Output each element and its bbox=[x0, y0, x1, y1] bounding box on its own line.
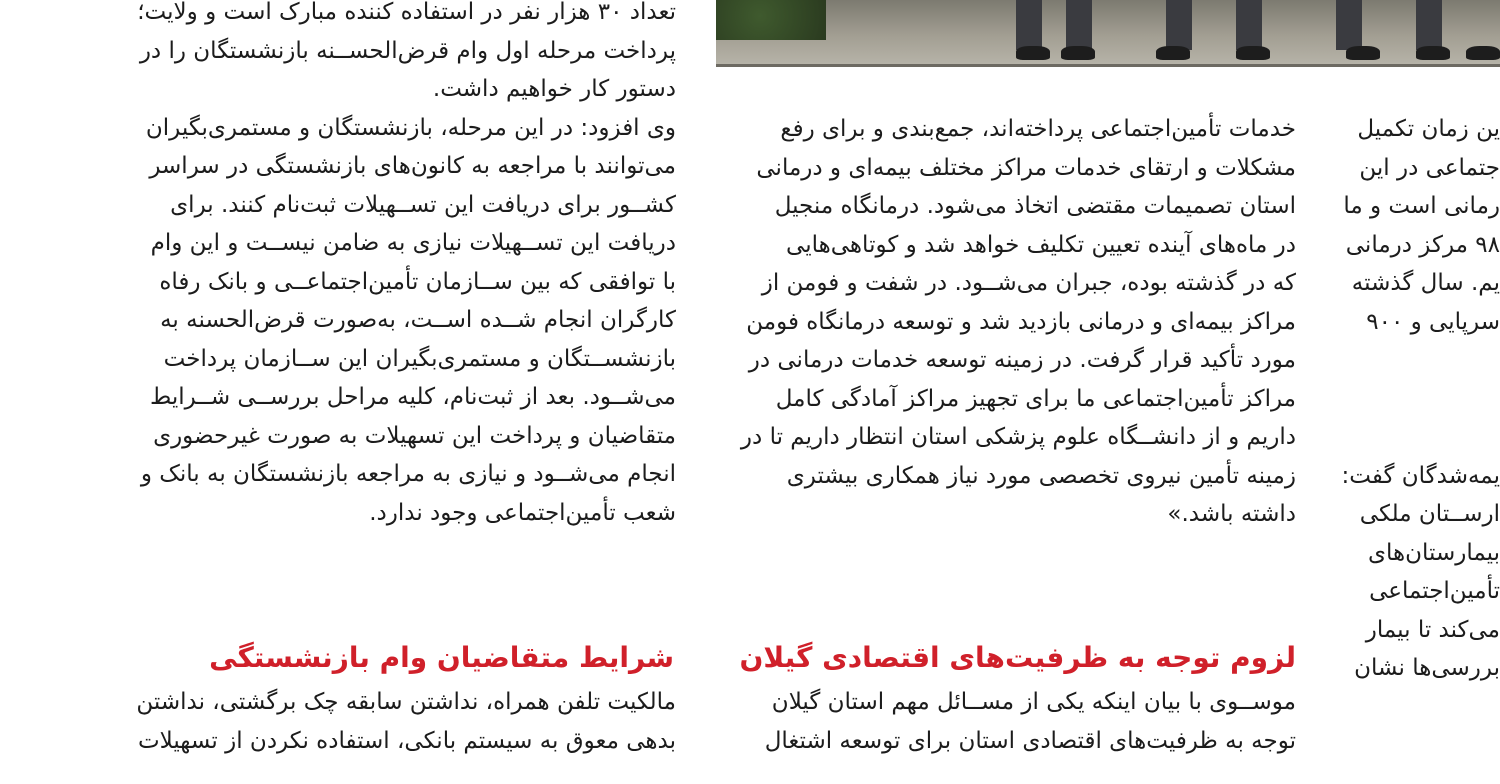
left-column-continued bbox=[92, 683, 676, 760]
text-line: وی افزود: در این مرحله، بازنشستگان و مستمری‌بگیران bbox=[145, 114, 676, 141]
text-line: ین زمان تکمیل bbox=[1357, 116, 1500, 142]
text-line: شعب تأمین‌اجتماعی وجود ندارد. bbox=[369, 499, 676, 526]
text-line: می‌کند تا بیمار bbox=[1365, 616, 1500, 643]
text-line: کارگران انجام شــده اســت، به‌صورت قرض‌الحسنه به bbox=[160, 307, 676, 333]
text-line: سرپایی و ۹۰۰ bbox=[1366, 308, 1500, 335]
text-line: مراکز بیمه‌ای و درمانی بازدید شد و توسعه درمانگاه فومن bbox=[746, 308, 1296, 335]
text-line: تأمین‌اجتماعی bbox=[1369, 578, 1500, 604]
text-line: انجام می‌شــود و نیازی به مراجعه بازنشستگان به بانک و bbox=[140, 461, 676, 487]
text-line: موســوی با بیان اینکه یکی از مســائل مهم استان گیلان bbox=[771, 689, 1296, 715]
text-line: استان تصمیمات مقتضی اتخاذ می‌شود. درمانگاه منجیل bbox=[774, 193, 1296, 219]
text-line: داشته باشد.» bbox=[1167, 501, 1296, 527]
text-line: می‌شــود. بعد از ثبت‌نام، کلیه مراحل بررســی شــرایط bbox=[150, 384, 676, 410]
section-heading: لزوم توجه به ظرفیت‌های اقتصادی گیلان bbox=[739, 641, 1296, 674]
text-line bbox=[1340, 418, 1500, 457]
text-line: دریافت این تســهیلات نیازی به ضامن نیســت و این وام bbox=[150, 230, 676, 256]
text-line bbox=[1340, 341, 1500, 380]
text-line: مالکیت تلفن همراه، نداشتن سابقه چک برگشتی، نداشتن bbox=[136, 689, 676, 715]
text-line: رمانی است و ما bbox=[1343, 193, 1500, 219]
text-line: می‌توانند با مراجعه به کانون‌های بازنشستگی در سراسر bbox=[149, 153, 676, 179]
text-line: ۹۸ مرکز درمانی bbox=[1345, 231, 1500, 258]
text-line bbox=[1340, 380, 1500, 419]
text-line: بدهی معوق به سیستم بانکی، استفاده نکردن از تسهیلات bbox=[137, 727, 676, 754]
text-line: کشــور برای دریافت این تســهیلات ثبت‌نام کنند. برای bbox=[170, 191, 676, 218]
text-line: خدمات تأمین‌اجتماعی پرداخته‌اند، جمع‌بندی و برای رفع bbox=[780, 116, 1296, 142]
section-heading: شرایط متقاضیان وام بازنشستگی bbox=[209, 641, 674, 674]
text-line: یم. سال گذشته bbox=[1351, 270, 1500, 296]
right-column bbox=[1340, 110, 1500, 688]
text-line: تعداد ۳۰ هزار نفر در استفاده کننده مبارک است و ولایت؛ bbox=[137, 0, 676, 25]
middle-column-continued bbox=[716, 683, 1296, 760]
text-line: مراکز تأمین‌اجتماعی ما برای تجهیز مراکز آمادگی کامل bbox=[775, 385, 1296, 412]
text-line: ارســتان ملکی bbox=[1359, 501, 1500, 527]
text-line: مورد تأکید قرار گرفت. در زمینه توسعه خدمات درمانی در bbox=[748, 347, 1296, 373]
article-photo bbox=[716, 0, 1500, 67]
text-line: بیمارستان‌های bbox=[1367, 539, 1500, 566]
text-line: بازنشســتگان و مستمری‌بگیران این ســازمان پرداخت bbox=[163, 345, 676, 372]
text-line: با توافقی که بین ســازمان تأمین‌اجتماعــی و بانک رفاه bbox=[159, 268, 676, 295]
left-column bbox=[92, 0, 676, 532]
text-line: مشکلات و ارتقای خدمات مراکز مختلف بیمه‌ای و درمانی bbox=[756, 154, 1296, 181]
text-line: پرداخت مرحله اول وام قرض‌الحســنه بازنشستگان را در bbox=[139, 37, 676, 64]
text-line: توجه به ظرفیت‌های اقتصادی استان برای توسعه اشتغال bbox=[764, 727, 1296, 754]
text-line: متقاضیان و پرداخت این تسهیلات به صورت غیرحضوری bbox=[153, 422, 676, 449]
text-line: در ماه‌های آینده تعیین تکلیف خواهد شد و کوتاهی‌هایی bbox=[786, 231, 1296, 258]
text-line: که در گذشته بوده، جبران می‌شــود. در شفت و فومن از bbox=[761, 270, 1296, 296]
text-line: جتماعی در این bbox=[1359, 154, 1500, 181]
text-line: بررسی‌ها نشان bbox=[1354, 655, 1500, 681]
middle-column bbox=[716, 110, 1296, 534]
text-line: زمینه تأمین نیروی تخصصی مورد نیاز همکاری بیشتری bbox=[786, 462, 1296, 489]
text-line: داریم و از دانشــگاه علوم پزشکی استان انتظار داریم تا در bbox=[740, 424, 1296, 450]
text-line: دستور کار خواهیم داشت. bbox=[432, 76, 676, 102]
text-line: یمه‌شدگان گفت: bbox=[1341, 462, 1500, 489]
